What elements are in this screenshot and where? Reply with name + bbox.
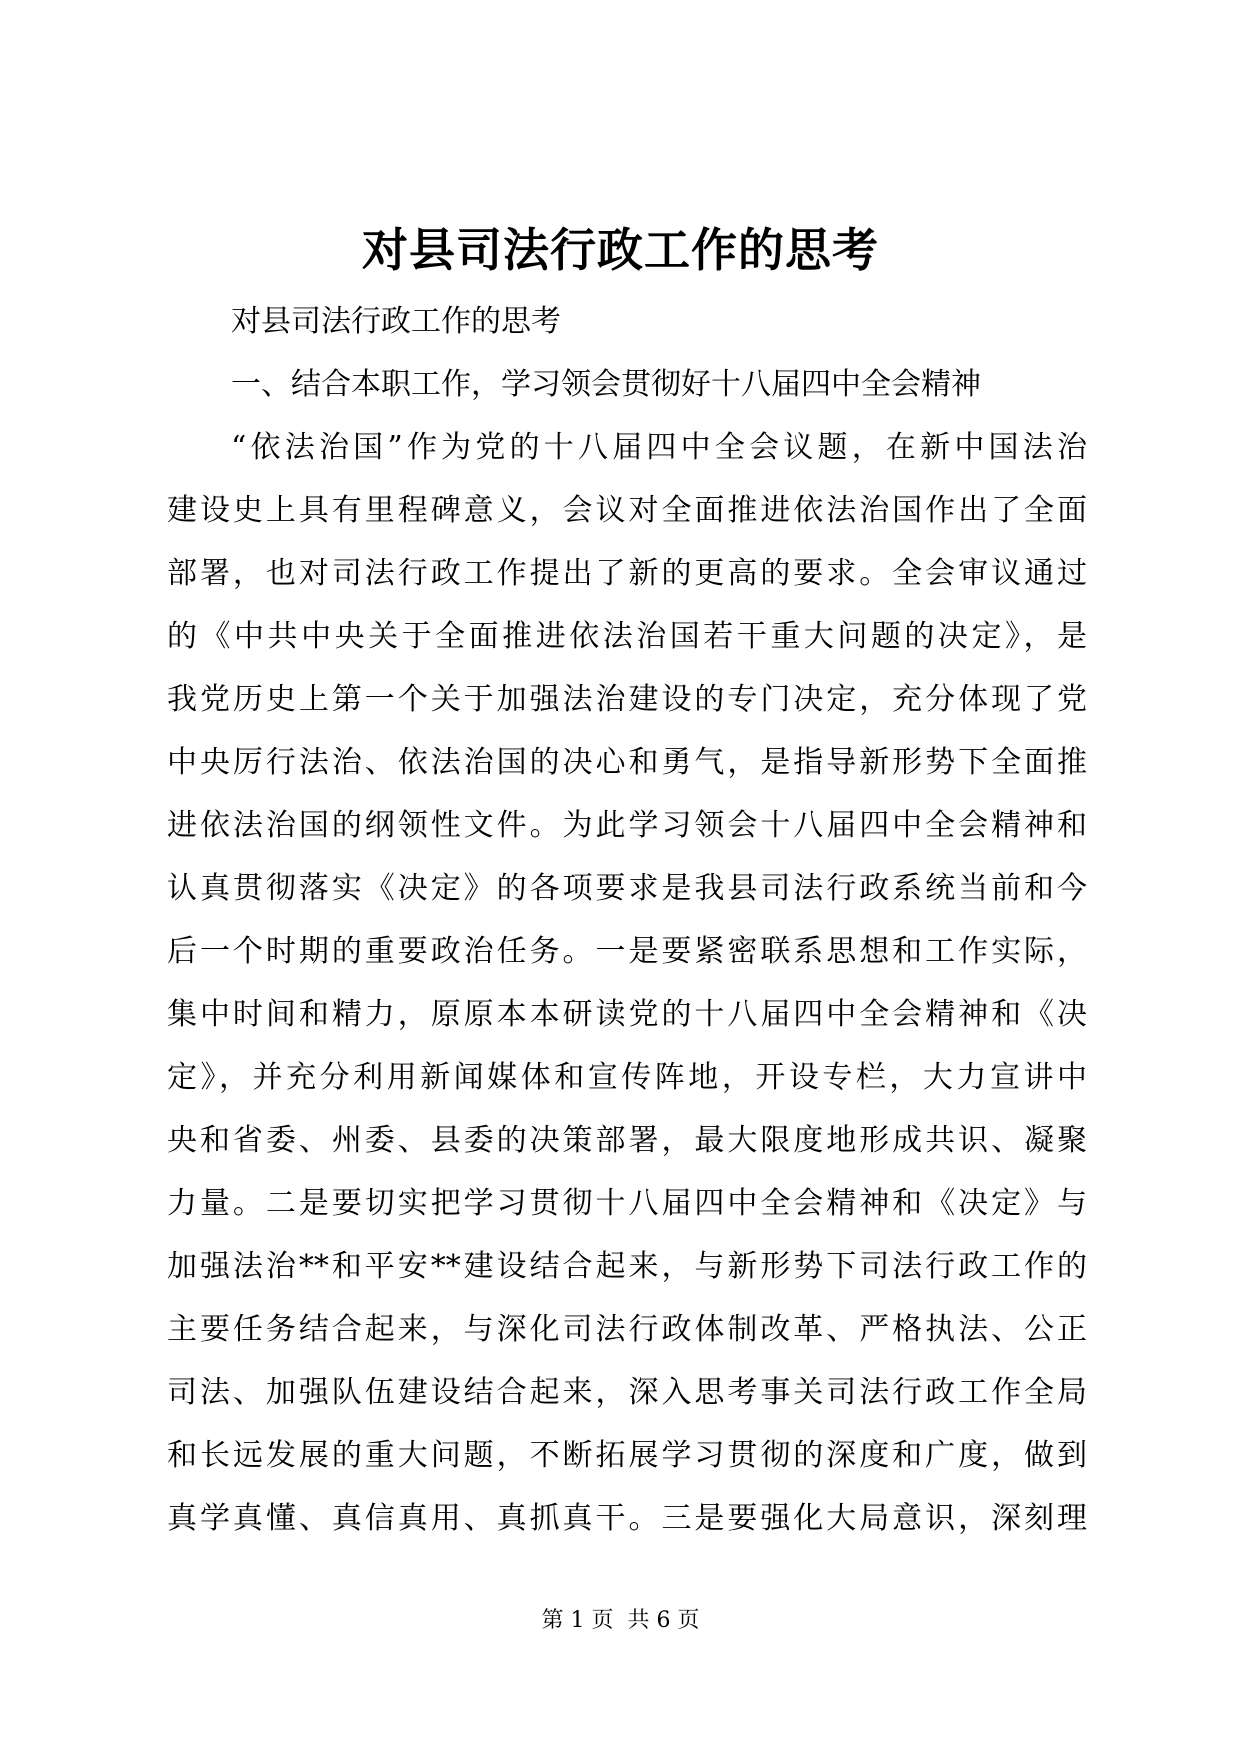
paragraph-line: 力量。二是要切实把学习贯彻十八届四中全会精神和《决定》与	[167, 1186, 1087, 1221]
paragraph-line: 中央厉行法治、依法治国的决心和勇气，是指导新形势下全面推	[167, 745, 1087, 780]
document-subtitle: 对县司法行政工作的思考	[231, 304, 561, 339]
document-title: 对县司法行政工作的思考	[362, 223, 879, 277]
paragraph-line: “依法治国”作为党的十八届四中全会议题，在新中国法治	[231, 430, 1087, 465]
page-number-label: 第 1 页 共 6 页	[541, 1608, 700, 1633]
paragraph-line: 我党历史上第一个关于加强法治建设的专门决定，充分体现了党	[167, 682, 1087, 717]
paragraph-line: 和长远发展的重大问题，不断拓展学习贯彻的深度和广度，做到	[167, 1438, 1087, 1473]
paragraph-line: 的《中共中央关于全面推进依法治国若干重大问题的决定》，是	[167, 619, 1087, 654]
paragraph-line: 主要任务结合起来，与深化司法行政体制改革、严格执法、公正	[167, 1312, 1087, 1347]
page-number-footer	[0, 1606, 1241, 1636]
paragraph-line: 真学真懂、真信真用、真抓真干。三是要强化大局意识，深刻理	[167, 1501, 1087, 1536]
section-heading: 一、结合本职工作，学习领会贯彻好十八届四中全会精神	[231, 367, 981, 402]
paragraph-line: 加强法治**和平安**建设结合起来，与新形势下司法行政工作的	[167, 1249, 1087, 1284]
paragraph-line: 央和省委、州委、县委的决策部署，最大限度地形成共识、凝聚	[167, 1123, 1087, 1158]
paragraph-line: 部署，也对司法行政工作提出了新的更高的要求。全会审议通过	[167, 556, 1087, 591]
paragraph-line: 认真贯彻落实《决定》的各项要求是我县司法行政系统当前和今	[167, 871, 1087, 906]
paragraph-line: 集中时间和精力，原原本本研读党的十八届四中全会精神和《决	[167, 997, 1087, 1032]
paragraph-line: 后一个时期的重要政治任务。一是要紧密联系思想和工作实际，	[167, 934, 1087, 969]
paragraph-line: 定》，并充分利用新闻媒体和宣传阵地，开设专栏，大力宣讲中	[167, 1060, 1087, 1095]
paragraph-line: 建设史上具有里程碑意义，会议对全面推进依法治国作出了全面	[167, 493, 1087, 528]
document-body	[167, 290, 1087, 1550]
paragraph-line: 进依法治国的纲领性文件。为此学习领会十八届四中全会精神和	[167, 808, 1087, 843]
paragraph-line: 司法、加强队伍建设结合起来，深入思考事关司法行政工作全局	[167, 1375, 1087, 1410]
